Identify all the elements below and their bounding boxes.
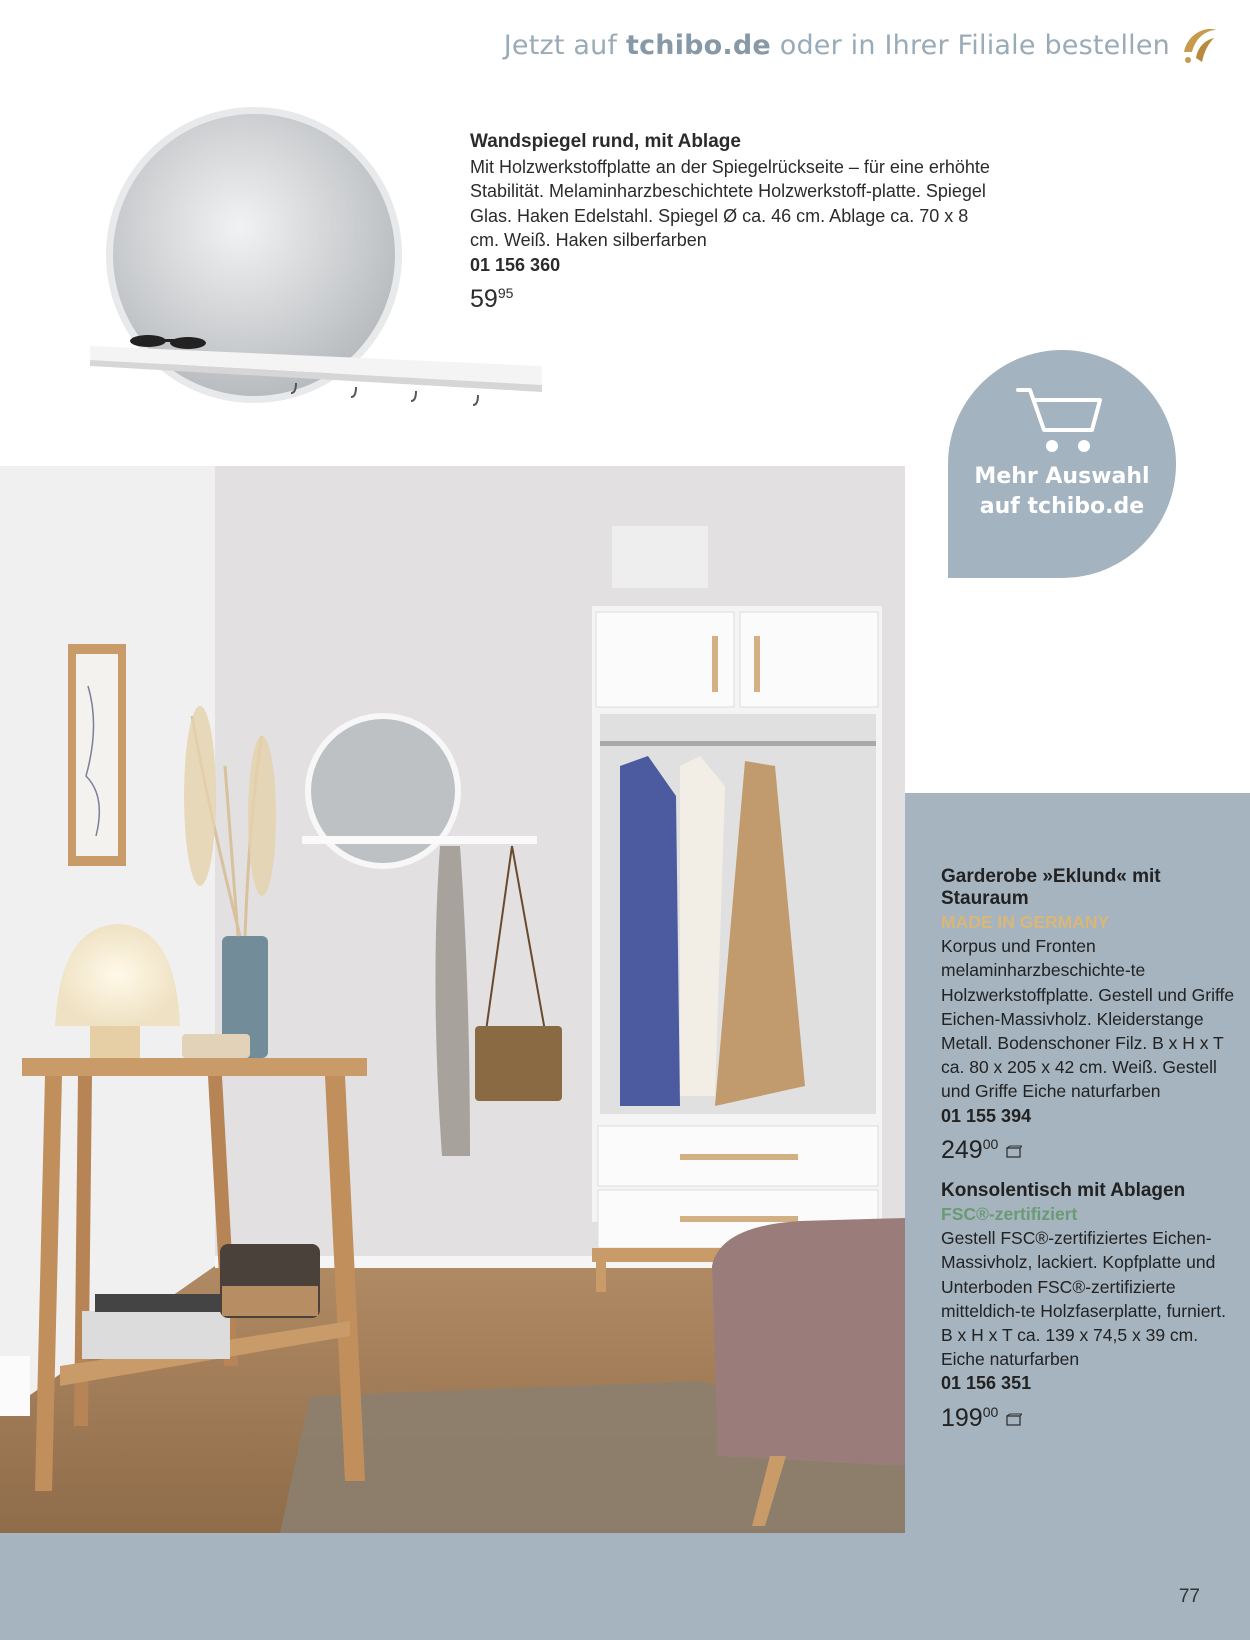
badge-line1: Mehr Auswahl (974, 464, 1150, 489)
wardrobe-price (941, 1132, 1241, 1162)
fsc-tag: FSC®-zertifiziert (941, 1204, 1078, 1225)
mirror-product-description: Mit Holzwerkstoffplatte an der Spiegelrückseite – für eine erhöhte Stabilität. Melaminharzbeschichtete Holzwerkstoff-platte. Spiegel Glas. Haken Edelstahl. Spiegel Ø ca. 46 cm. Ablage ca. 70 x 8 cm. Weiß. Haken silberfarben (470, 156, 990, 250)
made-in-germany-tag: MADE IN GERMANY (941, 912, 1110, 932)
header-tagline (504, 30, 1170, 61)
wardrobe-price-cents: 00 (982, 1135, 999, 1152)
page-number: 77 (1178, 1586, 1200, 1607)
console-price (941, 1400, 1241, 1430)
shopping-cart-icon (1016, 386, 1104, 456)
bottom-band (0, 1533, 1250, 1640)
console-price-cents: 00 (982, 1403, 999, 1420)
badge-text (948, 462, 1176, 522)
badge-line2: auf tchibo.de (979, 494, 1145, 519)
mirror-price-cents: 95 (497, 285, 514, 301)
mirror-article-number: 01 156 360 (470, 254, 561, 275)
console-price-main: 199 (941, 1403, 983, 1432)
tchibo-logo-icon (1178, 22, 1220, 66)
mirror-product-title: Wandspiegel rund, mit Ablage (470, 131, 741, 152)
room-scene-image (0, 466, 905, 1533)
package-delivery-icon (1006, 1145, 1022, 1159)
header-suffix: oder in Ihrer Filiale bestellen (770, 30, 1170, 61)
mirror-product-info (470, 130, 990, 312)
wardrobe-article-number: 01 155 394 (941, 1105, 1032, 1126)
wardrobe-product-title: Garderobe »Eklund« mit Stauraum (941, 866, 1161, 909)
mirror-price-main: 59 (470, 285, 498, 313)
console-product-description: Gestell FSC®-zertifiziertes Eichen-Massivholz, lackiert. Kopfplatte und Unterboden FSC®-zertifizierte mitteldich-te Holzfaserplatte, furniert. B x H x T ca. 139 x 74,5 x 39 cm. Eiche naturfarben (941, 1228, 1226, 1370)
console-product-title: Konsolentisch mit Ablagen (941, 1180, 1186, 1202)
header-prefix: Jetzt auf (503, 30, 626, 61)
mirror-price (470, 281, 990, 312)
header-site-link[interactable]: tchibo.de (625, 30, 771, 61)
product-details-column (941, 866, 1241, 1430)
more-choice-badge[interactable] (948, 350, 1176, 578)
package-delivery-icon (1006, 1413, 1022, 1427)
console-article-number: 01 156 351 (941, 1373, 1032, 1394)
wardrobe-product-description: Korpus und Fronten melaminharzbeschichte-te Holzwerkstoffplatte. Gestell und Griffe Eichen-Massivholz. Kleiderstange Metall. Bodenschoner Filz. B x H x T ca. 80 x 205 x 42 cm. Weiß. Gestell und Griffe Eiche naturfarben (941, 936, 1235, 1102)
wardrobe-price-main: 249 (941, 1135, 983, 1164)
